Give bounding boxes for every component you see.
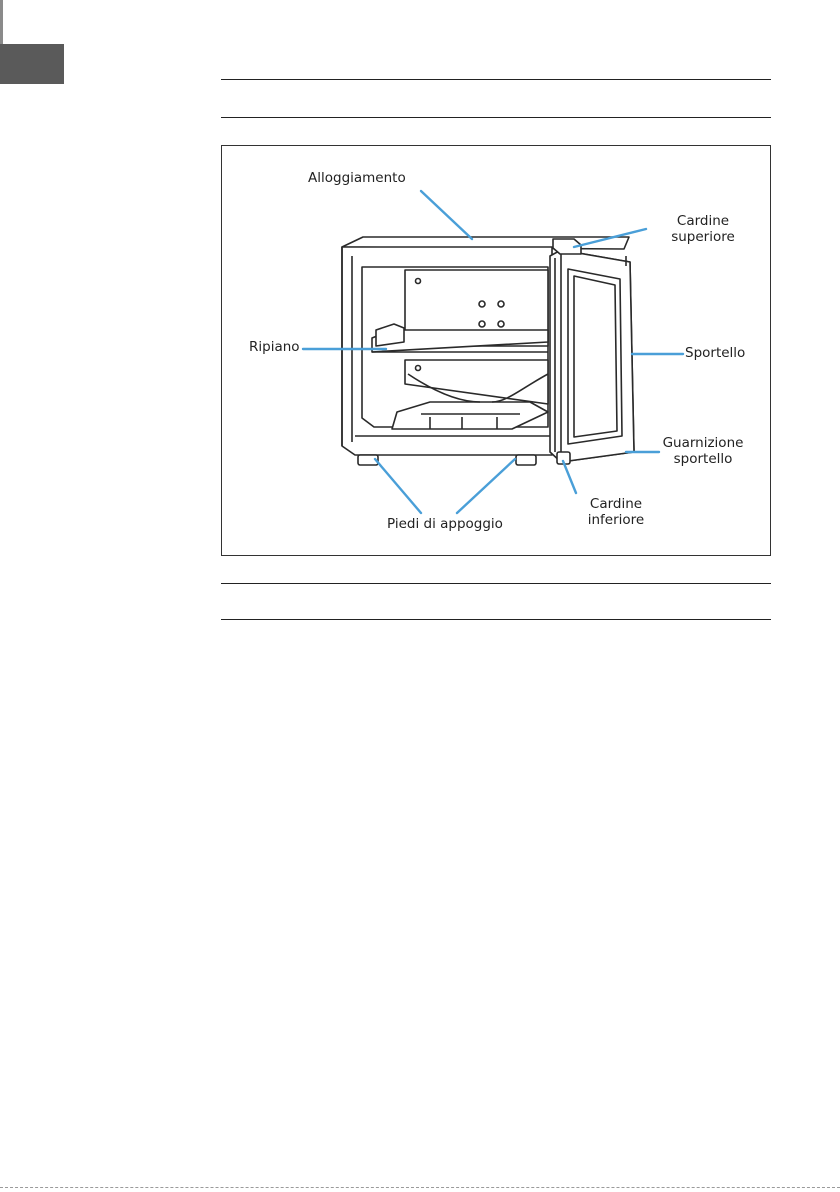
label-feet: Piedi di appoggio bbox=[387, 516, 503, 532]
label-upper-hinge bbox=[668, 213, 738, 245]
language-tab bbox=[0, 44, 64, 84]
page-edge-mark bbox=[0, 0, 3, 44]
label-lower-hinge-line2: inferiore bbox=[587, 512, 645, 528]
label-shelf: Ripiano bbox=[249, 339, 300, 355]
label-door-seal-line1: Guarnizione bbox=[662, 435, 744, 451]
section-rule-top-1 bbox=[221, 79, 771, 80]
section-rule-bottom-2 bbox=[221, 619, 771, 620]
section-rule-top-2 bbox=[221, 117, 771, 118]
leader-foot-left bbox=[375, 459, 421, 513]
label-lower-hinge-line1: Cardine bbox=[589, 496, 643, 512]
leader-housing bbox=[421, 191, 472, 239]
label-upper-hinge-line1: Cardine bbox=[676, 213, 730, 229]
leader-lower-hinge bbox=[563, 461, 576, 493]
door bbox=[550, 239, 634, 464]
leader-foot-right bbox=[457, 459, 515, 513]
fridge-diagram bbox=[221, 145, 771, 556]
label-housing: Alloggiamento bbox=[308, 170, 406, 186]
label-lower-hinge bbox=[581, 496, 651, 528]
label-door: Sportello bbox=[685, 345, 746, 361]
label-door-seal-line2: sportello bbox=[673, 451, 733, 467]
label-upper-hinge-line2: superiore bbox=[671, 229, 735, 245]
section-rule-bottom-1 bbox=[221, 583, 771, 584]
label-door-seal bbox=[658, 435, 748, 467]
page-bottom-dash bbox=[0, 1187, 840, 1188]
